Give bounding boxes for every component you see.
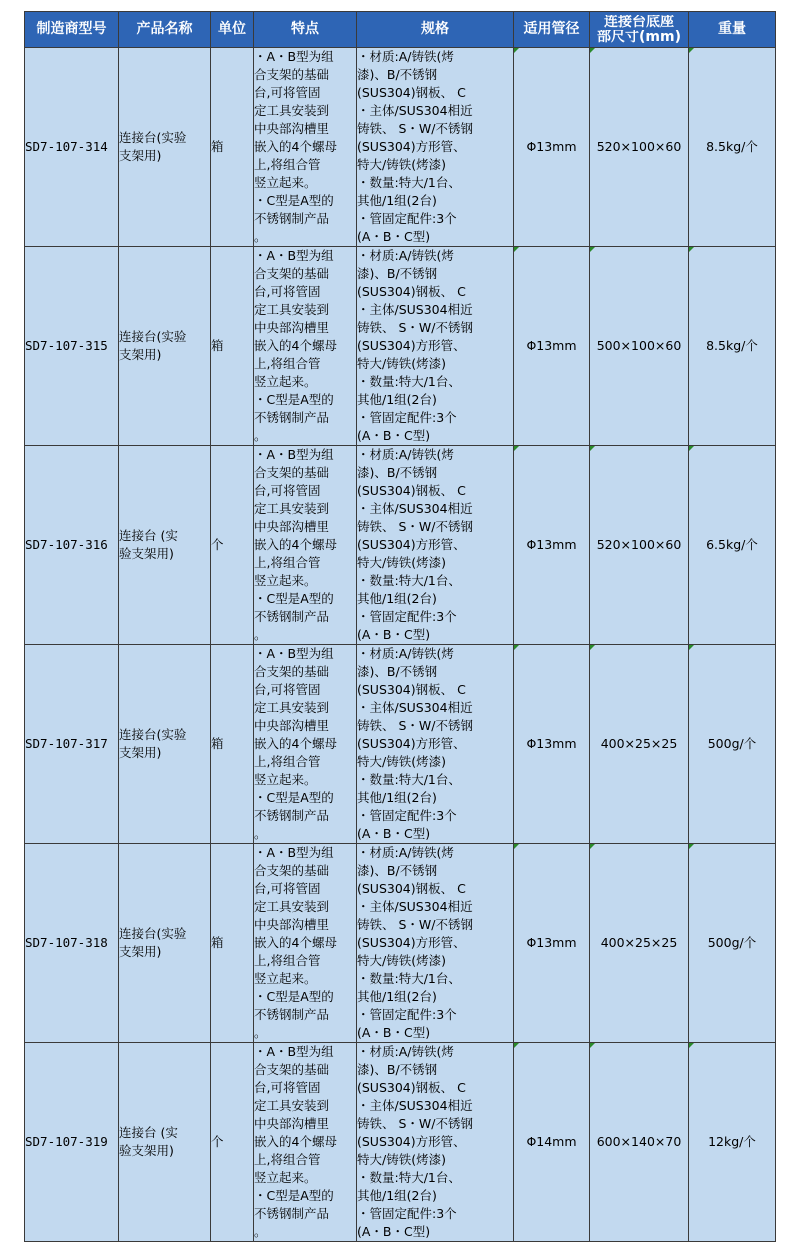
weight-value: 12kg/个 (708, 1134, 756, 1149)
product-name-cell (119, 645, 211, 844)
spec-line: 特大/铸铁(烤漆) (357, 555, 446, 570)
table-header (25, 12, 776, 48)
spec-line: 特大/铸铁(烤漆) (357, 953, 446, 968)
pipe-diameter-value: Φ13mm (526, 139, 577, 154)
feature-line: 定工具安装到 (254, 103, 330, 118)
cell-corner-marker (514, 446, 519, 451)
feature-line: 中央部沟槽里 (254, 1116, 330, 1131)
spec-line: 漆)、B/不锈钢 (357, 1062, 438, 1077)
feature-line: 竖立起来。 (254, 772, 317, 787)
cell-corner-marker (514, 844, 519, 849)
product-name-line: 支架用) (119, 944, 162, 959)
header-model: 制造商型号 (25, 12, 119, 48)
spec-line: 铸铁、 S・W/不锈钢 (357, 320, 473, 335)
model-cell: SD7-107-316 (25, 446, 119, 645)
cell-corner-marker (590, 48, 595, 53)
header-base-dimensions (590, 12, 689, 48)
feature-line: 上,将组合管 (254, 754, 321, 769)
feature-line: 。 (254, 627, 267, 642)
unit-cell: 个 (211, 446, 254, 645)
product-name-cell (119, 1043, 211, 1242)
spec-line: (A・B・C型) (357, 627, 431, 642)
product-name-line: 验支架用) (119, 546, 174, 561)
spec-line: (A・B・C型) (357, 428, 431, 443)
spec-line: (SUS304)钢板、 C (357, 284, 466, 299)
feature-line: 竖立起来。 (254, 971, 317, 986)
cell-corner-marker (689, 446, 694, 451)
spec-line: 铸铁、 S・W/不锈钢 (357, 121, 473, 136)
spec-cell (357, 1043, 514, 1242)
unit-cell: 个 (211, 1043, 254, 1242)
table-row (25, 844, 776, 1043)
feature-line: 嵌入的4个螺母 (254, 139, 337, 154)
spec-line: (A・B・C型) (357, 1224, 431, 1239)
pipe-diameter-value: Φ14mm (526, 1134, 577, 1149)
spec-line: (A・B・C型) (357, 229, 431, 244)
spec-line: ・管固定配件:3个 (357, 609, 457, 624)
feature-line: 定工具安装到 (254, 1098, 330, 1113)
features-cell (254, 48, 357, 247)
spec-line: ・管固定配件:3个 (357, 211, 457, 226)
spec-line: (SUS304)方形管、 (357, 1134, 466, 1149)
cell-corner-marker (514, 1043, 519, 1048)
feature-line: 上,将组合管 (254, 953, 321, 968)
feature-line: 合支架的基础 (254, 67, 330, 82)
feature-line: 不锈钢制产品 (254, 808, 330, 823)
feature-line: 不锈钢制产品 (254, 1206, 330, 1221)
feature-line: ・C型是A型的 (254, 392, 334, 407)
features-cell (254, 247, 357, 446)
spec-line: 特大/铸铁(烤漆) (357, 1152, 446, 1167)
model-cell: SD7-107-317 (25, 645, 119, 844)
feature-line: 中央部沟槽里 (254, 917, 330, 932)
spec-line: ・数量:特大/1台、 (357, 175, 461, 190)
unit-cell: 箱 (211, 48, 254, 247)
spec-cell (357, 645, 514, 844)
spec-line: ・主体/SUS304相近 (357, 103, 473, 118)
spec-line: (SUS304)方形管、 (357, 736, 466, 751)
feature-line: 。 (254, 1224, 267, 1239)
feature-line: 台,可将管固 (254, 1080, 321, 1095)
spec-line: ・管固定配件:3个 (357, 1206, 457, 1221)
weight-cell (689, 446, 776, 645)
product-name-line: 连接台 (实 (119, 528, 178, 543)
cell-corner-marker (689, 844, 694, 849)
cell-corner-marker (590, 645, 595, 650)
pipe-diameter-value: Φ13mm (526, 338, 577, 353)
feature-line: 竖立起来。 (254, 1170, 317, 1185)
base-dimensions-value: 400×25×25 (600, 935, 678, 950)
model-cell: SD7-107-318 (25, 844, 119, 1043)
product-name-line: 连接台(实验 (119, 329, 187, 344)
spec-line: 铸铁、 S・W/不锈钢 (357, 519, 473, 534)
spec-line: (A・B・C型) (357, 826, 431, 841)
feature-line: ・C型是A型的 (254, 989, 334, 1004)
header-features: 特点 (254, 12, 357, 48)
header-base-dimensions-line: 部尺寸(mm) (597, 29, 681, 45)
feature-line: 不锈钢制产品 (254, 609, 330, 624)
spec-line: 其他/1组(2台) (357, 790, 437, 805)
spec-line: 漆)、B/不锈钢 (357, 863, 438, 878)
feature-line: 嵌入的4个螺母 (254, 736, 337, 751)
product-name-cell (119, 844, 211, 1043)
feature-line: 竖立起来。 (254, 573, 317, 588)
feature-line: 合支架的基础 (254, 863, 330, 878)
feature-line: 。 (254, 428, 267, 443)
cell-corner-marker (689, 247, 694, 252)
spec-line: ・数量:特大/1台、 (357, 971, 461, 986)
weight-cell (689, 645, 776, 844)
feature-line: 合支架的基础 (254, 465, 330, 480)
product-name-line: 连接台 (实 (119, 1125, 178, 1140)
spec-line: 漆)、B/不锈钢 (357, 67, 438, 82)
feature-line: 中央部沟槽里 (254, 121, 330, 136)
base-dimensions-cell (590, 844, 689, 1043)
product-name-line: 支架用) (119, 148, 162, 163)
spec-cell (357, 48, 514, 247)
feature-line: 不锈钢制产品 (254, 211, 330, 226)
spec-line: ・主体/SUS304相近 (357, 501, 473, 516)
product-name-cell (119, 48, 211, 247)
unit-cell: 箱 (211, 645, 254, 844)
spec-line: (SUS304)钢板、 C (357, 1080, 466, 1095)
table-row (25, 645, 776, 844)
cell-corner-marker (514, 645, 519, 650)
spec-line: ・主体/SUS304相近 (357, 899, 473, 914)
product-name-line: 连接台(实验 (119, 926, 187, 941)
spec-cell (357, 247, 514, 446)
feature-line: 嵌入的4个螺母 (254, 338, 337, 353)
model-cell: SD7-107-314 (25, 48, 119, 247)
feature-line: 不锈钢制产品 (254, 410, 330, 425)
spec-line: ・材质:A/铸铁(烤 (357, 646, 454, 661)
feature-line: 嵌入的4个螺母 (254, 1134, 337, 1149)
spec-line: (A・B・C型) (357, 1025, 431, 1040)
product-name-line: 连接台(实验 (119, 727, 187, 742)
feature-line: 嵌入的4个螺母 (254, 537, 337, 552)
product-spec-table (24, 11, 776, 1242)
header-weight: 重量 (689, 12, 776, 48)
cell-corner-marker (689, 645, 694, 650)
feature-line: 竖立起来。 (254, 374, 317, 389)
product-name-cell (119, 247, 211, 446)
weight-cell (689, 1043, 776, 1242)
pipe-diameter-cell (514, 48, 590, 247)
header-base-dimensions-line: 连接台底座 (604, 14, 674, 30)
spec-line: 铸铁、 S・W/不锈钢 (357, 718, 473, 733)
feature-line: 。 (254, 229, 267, 244)
spec-line: ・管固定配件:3个 (357, 1007, 457, 1022)
product-name-line: 验支架用) (119, 1143, 174, 1158)
product-name-line: 支架用) (119, 347, 162, 362)
cell-corner-marker (514, 48, 519, 53)
spec-cell (357, 844, 514, 1043)
feature-line: 上,将组合管 (254, 1152, 321, 1167)
feature-line: ・A・B型为组 (254, 1044, 334, 1059)
feature-line: 上,将组合管 (254, 356, 321, 371)
feature-line: 定工具安装到 (254, 302, 330, 317)
spec-line: ・管固定配件:3个 (357, 808, 457, 823)
table-row (25, 446, 776, 645)
model-cell: SD7-107-315 (25, 247, 119, 446)
feature-line: ・C型是A型的 (254, 193, 334, 208)
feature-line: ・A・B型为组 (254, 845, 334, 860)
spec-line: 漆)、B/不锈钢 (357, 465, 438, 480)
cell-corner-marker (590, 844, 595, 849)
spec-line: 其他/1组(2台) (357, 989, 437, 1004)
cell-corner-marker (689, 48, 694, 53)
base-dimensions-cell (590, 1043, 689, 1242)
table-body (25, 48, 776, 1242)
feature-line: ・A・B型为组 (254, 646, 334, 661)
pipe-diameter-cell (514, 247, 590, 446)
weight-cell (689, 844, 776, 1043)
spec-line: 其他/1组(2台) (357, 591, 437, 606)
feature-line: ・C型是A型的 (254, 1188, 334, 1203)
features-cell (254, 645, 357, 844)
feature-line: 台,可将管固 (254, 881, 321, 896)
spec-line: 其他/1组(2台) (357, 193, 437, 208)
cell-corner-marker (590, 446, 595, 451)
feature-line: 不锈钢制产品 (254, 1007, 330, 1022)
spec-line: ・数量:特大/1台、 (357, 573, 461, 588)
spec-line: ・数量:特大/1台、 (357, 374, 461, 389)
table-row (25, 48, 776, 247)
feature-line: 合支架的基础 (254, 1062, 330, 1077)
features-cell (254, 446, 357, 645)
spec-line: 其他/1组(2台) (357, 1188, 437, 1203)
unit-cell: 箱 (211, 844, 254, 1043)
spec-line: 特大/铸铁(烤漆) (357, 754, 446, 769)
base-dimensions-cell (590, 645, 689, 844)
feature-line: 。 (254, 826, 267, 841)
base-dimensions-value: 520×100×60 (596, 139, 682, 154)
model-cell: SD7-107-319 (25, 1043, 119, 1242)
weight-value: 500g/个 (707, 935, 757, 950)
spec-line: (SUS304)方形管、 (357, 139, 466, 154)
spec-line: (SUS304)钢板、 C (357, 682, 466, 697)
spec-line: ・主体/SUS304相近 (357, 302, 473, 317)
spec-line: 特大/铸铁(烤漆) (357, 356, 446, 371)
spec-line: (SUS304)方形管、 (357, 537, 466, 552)
spec-line: ・材质:A/铸铁(烤 (357, 49, 454, 64)
feature-line: ・C型是A型的 (254, 790, 334, 805)
spec-line: 漆)、B/不锈钢 (357, 664, 438, 679)
spec-line: ・主体/SUS304相近 (357, 700, 473, 715)
feature-line: 中央部沟槽里 (254, 519, 330, 534)
feature-line: ・A・B型为组 (254, 447, 334, 462)
spec-line: 其他/1组(2台) (357, 392, 437, 407)
feature-line: 定工具安装到 (254, 899, 330, 914)
feature-line: 定工具安装到 (254, 501, 330, 516)
feature-line: 上,将组合管 (254, 555, 321, 570)
product-name-line: 连接台(实验 (119, 130, 187, 145)
feature-line: 。 (254, 1025, 267, 1040)
feature-line: 台,可将管固 (254, 284, 321, 299)
weight-value: 6.5kg/个 (706, 537, 758, 552)
spec-line: 铸铁、 S・W/不锈钢 (357, 1116, 473, 1131)
feature-line: ・A・B型为组 (254, 248, 334, 263)
cell-corner-marker (590, 247, 595, 252)
header-product-name: 产品名称 (119, 12, 211, 48)
feature-line: 上,将组合管 (254, 157, 321, 172)
feature-line: 嵌入的4个螺母 (254, 935, 337, 950)
spec-line: 特大/铸铁(烤漆) (357, 157, 446, 172)
base-dimensions-value: 520×100×60 (596, 537, 682, 552)
feature-line: 台,可将管固 (254, 85, 321, 100)
base-dimensions-cell (590, 48, 689, 247)
cell-corner-marker (689, 1043, 694, 1048)
spec-line: 铸铁、 S・W/不锈钢 (357, 917, 473, 932)
header-spec: 规格 (357, 12, 514, 48)
spec-line: ・材质:A/铸铁(烤 (357, 248, 454, 263)
product-name-cell (119, 446, 211, 645)
spec-cell (357, 446, 514, 645)
feature-line: 台,可将管固 (254, 682, 321, 697)
spec-line: 漆)、B/不锈钢 (357, 266, 438, 281)
header-pipe-diameter: 适用管径 (514, 12, 590, 48)
weight-cell (689, 247, 776, 446)
spec-line: (SUS304)钢板、 C (357, 85, 466, 100)
spec-line: ・材质:A/铸铁(烤 (357, 1044, 454, 1059)
spec-line: (SUS304)钢板、 C (357, 881, 466, 896)
feature-line: 中央部沟槽里 (254, 320, 330, 335)
pipe-diameter-cell (514, 844, 590, 1043)
unit-cell: 箱 (211, 247, 254, 446)
spec-line: (SUS304)方形管、 (357, 935, 466, 950)
base-dimensions-value: 600×140×70 (596, 1134, 682, 1149)
header-unit: 单位 (211, 12, 254, 48)
base-dimensions-cell (590, 446, 689, 645)
feature-line: ・C型是A型的 (254, 591, 334, 606)
pipe-diameter-value: Φ13mm (526, 736, 577, 751)
spec-line: ・材质:A/铸铁(烤 (357, 447, 454, 462)
pipe-diameter-value: Φ13mm (526, 537, 577, 552)
feature-line: ・A・B型为组 (254, 49, 334, 64)
pipe-diameter-value: Φ13mm (526, 935, 577, 950)
cell-corner-marker (514, 247, 519, 252)
spec-line: ・材质:A/铸铁(烤 (357, 845, 454, 860)
product-name-line: 支架用) (119, 745, 162, 760)
spec-line: (SUS304)钢板、 C (357, 483, 466, 498)
weight-value: 500g/个 (707, 736, 757, 751)
feature-line: 台,可将管固 (254, 483, 321, 498)
table-row (25, 247, 776, 446)
weight-cell (689, 48, 776, 247)
spec-line: ・管固定配件:3个 (357, 410, 457, 425)
header-row (25, 12, 776, 48)
base-dimensions-cell (590, 247, 689, 446)
weight-value: 8.5kg/个 (706, 338, 758, 353)
feature-line: 合支架的基础 (254, 266, 330, 281)
pipe-diameter-cell (514, 446, 590, 645)
features-cell (254, 1043, 357, 1242)
base-dimensions-value: 400×25×25 (600, 736, 678, 751)
feature-line: 中央部沟槽里 (254, 718, 330, 733)
feature-line: 定工具安装到 (254, 700, 330, 715)
spec-line: (SUS304)方形管、 (357, 338, 466, 353)
spec-line: ・数量:特大/1台、 (357, 1170, 461, 1185)
features-cell (254, 844, 357, 1043)
feature-line: 合支架的基础 (254, 664, 330, 679)
cell-corner-marker (590, 1043, 595, 1048)
table-row (25, 1043, 776, 1242)
weight-value: 8.5kg/个 (706, 139, 758, 154)
pipe-diameter-cell (514, 1043, 590, 1242)
pipe-diameter-cell (514, 645, 590, 844)
spec-line: ・主体/SUS304相近 (357, 1098, 473, 1113)
spec-line: ・数量:特大/1台、 (357, 772, 461, 787)
feature-line: 竖立起来。 (254, 175, 317, 190)
base-dimensions-value: 500×100×60 (596, 338, 682, 353)
